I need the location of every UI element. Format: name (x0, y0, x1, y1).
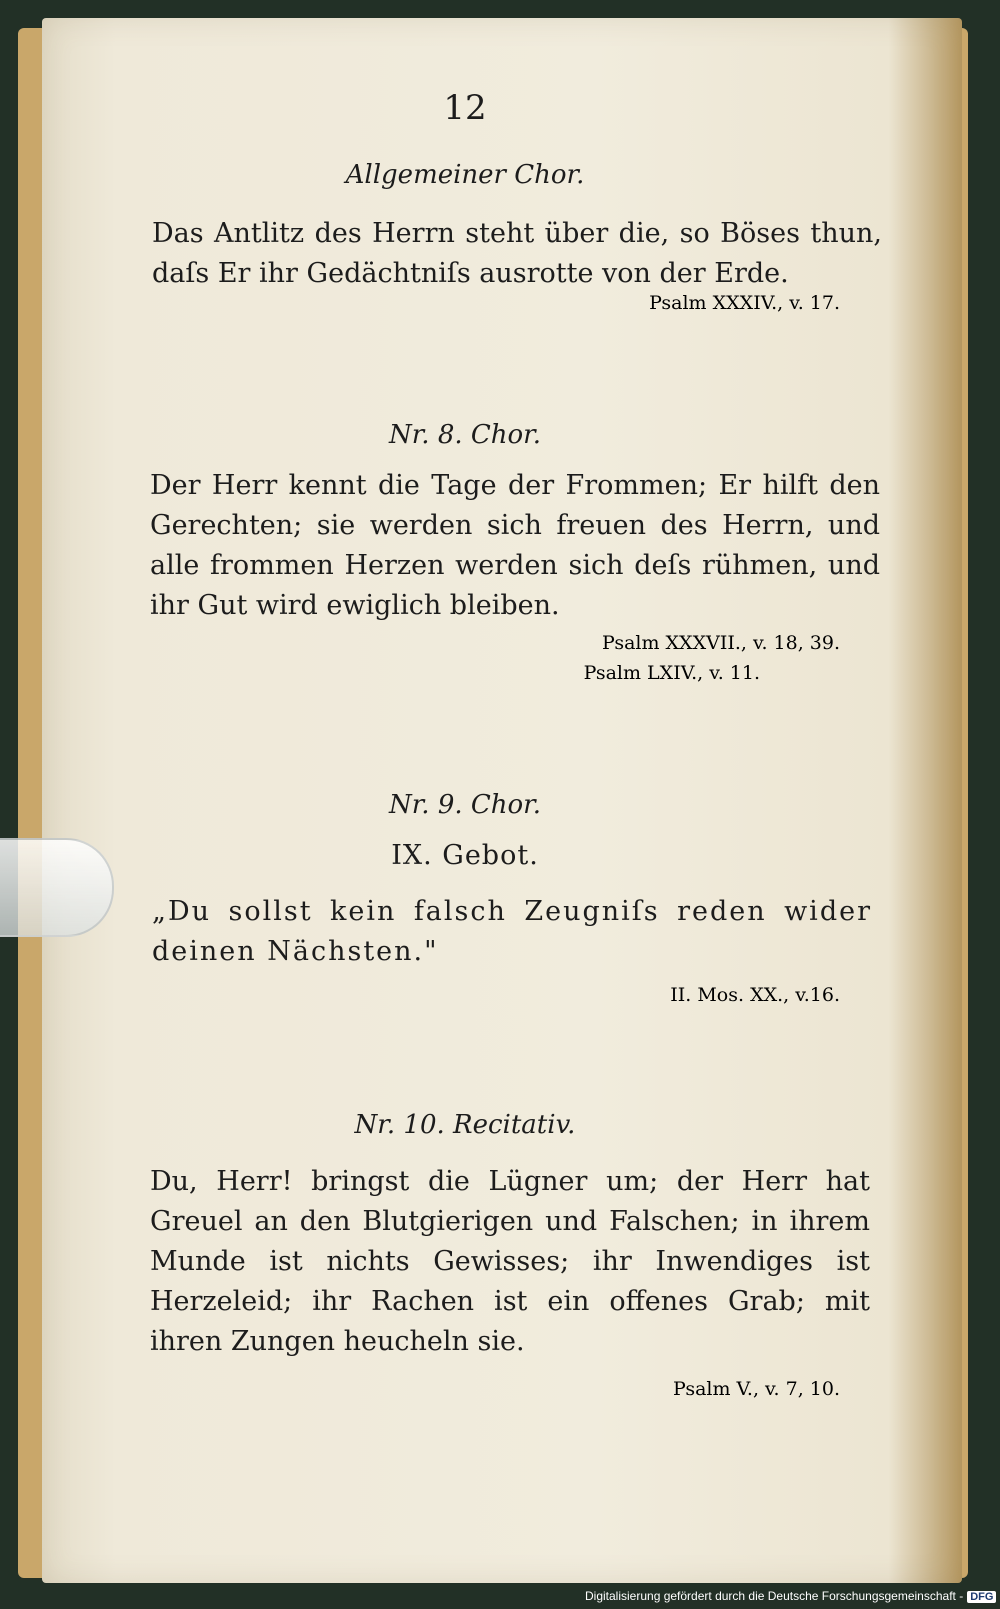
page-clip (0, 838, 114, 937)
psalm-reference-2a: Psalm XXXVII., v. 18, 39. (602, 632, 840, 654)
section-subheading-gebot: IX. Gebot. (391, 840, 539, 871)
section-text-3: „Du sollst kein falsch Zeugniſs reden wider deinen Nächsten." (152, 896, 872, 967)
psalm-reference-4: Psalm V., v. 7, 10. (673, 1378, 840, 1400)
credit-text: Digitalisierung gefördert durch die Deutsche Forschungsgemeinschaft - (585, 1589, 964, 1603)
section-heading-nr8: Nr. 8. Chor. (388, 420, 542, 450)
section-text-1: Das Antlitz des Herrn steht über die, so Böses thun, daſs Er ihr Gedächtniſs ausrotte von der Erde. (152, 218, 882, 289)
section-text-4: Du, Herr! bringst die Lügner um; der Herr hat Greuel an den Blutgierigen und Falschen; in ihrem Munde ist nichts Gewisses; ihr Inwendiges ist Herzeleid; ihr Rachen ist ein offenes Grab; mit ihren Zungen heucheln sie. (150, 1166, 870, 1357)
digitization-credit (585, 1589, 995, 1607)
section-heading-nr9: Nr. 9. Chor. (388, 790, 542, 820)
bible-reference-3: II. Mos. XX., v.16. (670, 984, 840, 1006)
psalm-reference-1: Psalm XXXIV., v. 17. (649, 292, 840, 314)
dfg-logo: DFG (967, 1591, 996, 1603)
psalm-reference-2b: Psalm LXIV., v. 11. (583, 662, 760, 684)
section-heading-nr10: Nr. 10. Recitativ. (354, 1110, 576, 1140)
section-text-2: Der Herr kennt die Tage der Frommen; Er hilft den Gerechten; sie werden sich freuen des Herrn, und alle frommen Herzen werden sich deſs rühmen, und ihr Gut wird ewiglich bleiben. (150, 470, 880, 621)
page-number: 12 (443, 88, 487, 128)
section-heading-allgemeiner-chor: Allgemeiner Chor. (345, 160, 585, 190)
